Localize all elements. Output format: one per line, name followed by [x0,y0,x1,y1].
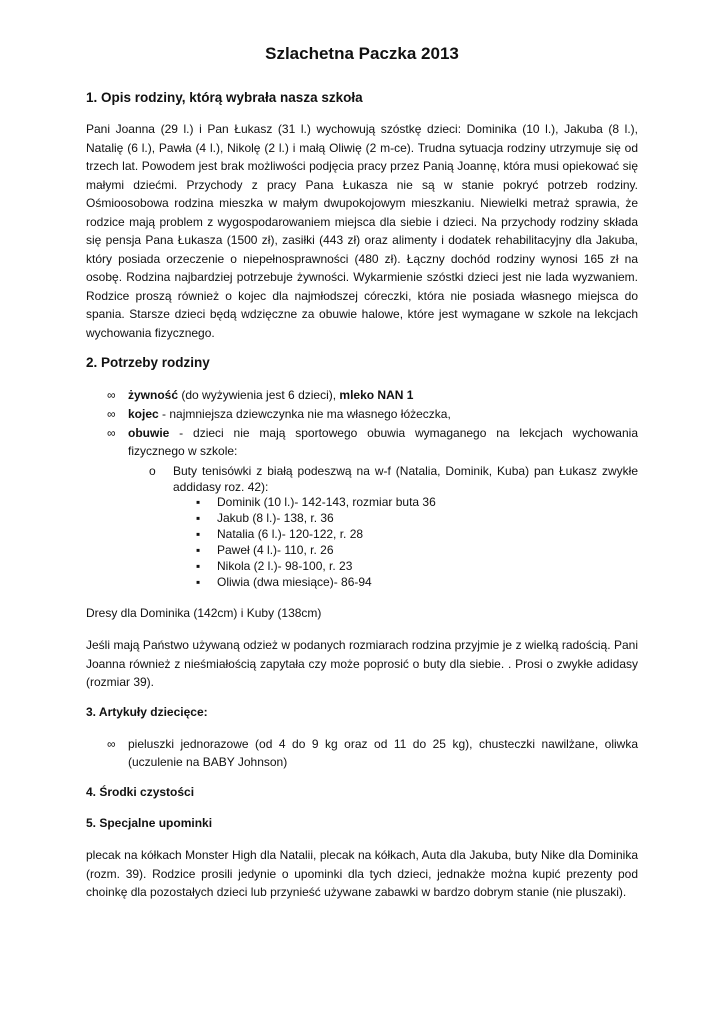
tracksuits-note: Dresy dla Dominika (142cm) i Kuby (138cm) [86,606,322,620]
shoes-subitem-line2: addidasy roz. 42): [173,480,269,494]
need-item-shoes-line1 [128,425,638,441]
child-items-line1: pieluszki jednorazowe (od 4 do 9 kg oraz od 11 do 25 kg), chusteczki nawilżane, oliwka [128,737,638,751]
section-5-heading: 5. Specjalne upominki [86,816,213,830]
square-bullet-icon: ▪ [196,559,201,573]
size-item-jakub: Jakub (8 l.)- 138, r. 36 [217,511,334,525]
shoes-subitem-line1: Buty tenisówki z białą podeszwą na w-f (Natalia, Dominik, Kuba) pan Łukasz zwykłe [173,464,638,478]
infinity-bullet-icon: ∞ [107,388,116,402]
square-bullet-icon: ▪ [196,543,201,557]
section-1-paragraph: Pani Joanna (29 l.) i Pan Łukasz (31 l.) wychowują szóstkę dzieci: Dominika (10 l.), Jakuba (8 l.), Natalię (6 l.), Pawła (4 l.), Nikolę (2 l.) i małą Oliwię (2 m-ce). Trudna sytuacja rodziny utrzymuje się od trzech lat. Powodem jest brak możliwości podjęcia pracy przez Panią Joannę, która musi opiekować się małymi dziećmi. Przychody z pracy Pana Łukasza nie są w stanie pokryć potrzeb rodziny. Ośmioosobowa rodzina mieszka w małym dwupokojowym mieszkaniu. Niewielki metraż sprawia, że rodzice mają problem z wygospodarowaniem miejsca dla siebie i dzieci. Na przychody rodziny składa się pensja Pana Łukasza (1500 zł), zasiłki (443 zł) oraz alimenty i dodatek rehabilitacyjny dla Jakuba, który posiada orzeczenie o niepełnosprawności (480 zł). Łączny dochód rodziny wynosi 165 zł na osobę. Rodzina najbardziej potrzebuje żywności. Wykarmienie szóstki dzieci jest nie lada wyzwaniem. Rodzice proszą również o kojec dla najmłodszej córeczki, która nie posiada własnego miejsca do spania. Starsze dzieci będą wdzięczne za obuwie halowe, które jest wymagane w szkole na lekcjach wychowania fizycznego. [86,122,638,340]
infinity-bullet-icon: ∞ [107,426,116,440]
need-item-shoes-line2: fizycznego w szkole: [128,444,238,458]
square-bullet-icon: ▪ [196,527,201,541]
document-title: Szlachetna Paczka 2013 [265,44,459,63]
section-5-paragraph: plecak na kółkach Monster High dla Natalii, plecak na kółkach, Auta dla Jakuba, buty Nike dla Dominika (rozm. 39). Rodzice prosili jedynie o upominki dla tych dzieci, jednakże można kupić prezenty pod choinkę dla pozostałych dzieci lub przynieść używane zabawki w bardzo dobrym stanie (nie pluszaki). [86,848,638,899]
size-item-natalia: Natalia (6 l.)- 120-122, r. 28 [217,527,364,541]
need-item-shoes-text: - dzieci nie mają sportowego obuwia wymaganego na lekcjach wychowania [169,426,638,440]
section-1-heading: 1. Opis rodziny, którą wybrała nasza szkoła [86,90,363,105]
need-item-food-text: (do wyżywienia jest 6 dzieci), [178,388,340,402]
need-item-food-bold: żywność [128,388,179,402]
need-item-food-milk: mleko NAN 1 [339,388,414,402]
section-4-heading: 4. Środki czystości [86,785,195,799]
need-item-playpen-text: - najmniejsza dziewczynka nie ma własnego łóżeczka, [158,407,451,421]
clothing-note: Jeśli mają Państwo używaną odzież w podanych rozmiarach rodzina przyjmie je z wielką radością. Pani Joanna również z nieśmiałością zapytała czy może poprosić o buty dla siebie. . Prosi o zwykłe adidasy (rozmiar 39). [86,638,638,689]
section-3-heading: 3. Artykuły dziecięce: [86,705,208,719]
size-item-oliwia: Oliwia (dwa miesiące)- 86-94 [217,575,372,589]
size-item-pawel: Paweł (4 l.)- 110, r. 26 [217,543,334,557]
square-bullet-icon: ▪ [196,495,201,509]
child-items-line2: (uczulenie na BABY Johnson) [128,755,288,769]
need-item-playpen-bold: kojec [128,407,159,421]
infinity-bullet-icon: ∞ [107,407,116,421]
need-item-shoes-bold: obuwie [128,426,170,440]
square-bullet-icon: ▪ [196,511,201,525]
need-item-food [128,387,413,403]
infinity-bullet-icon: ∞ [107,737,116,751]
square-bullet-icon: ▪ [196,575,201,589]
size-item-nikola: Nikola (2 l.)- 98-100, r. 23 [217,559,353,573]
circle-bullet-icon: o [149,464,156,478]
section-2-heading: 2. Potrzeby rodziny [86,355,210,370]
need-item-playpen [128,406,451,422]
size-item-dominik: Dominik (10 l.)- 142-143, rozmiar buta 36 [217,495,436,509]
